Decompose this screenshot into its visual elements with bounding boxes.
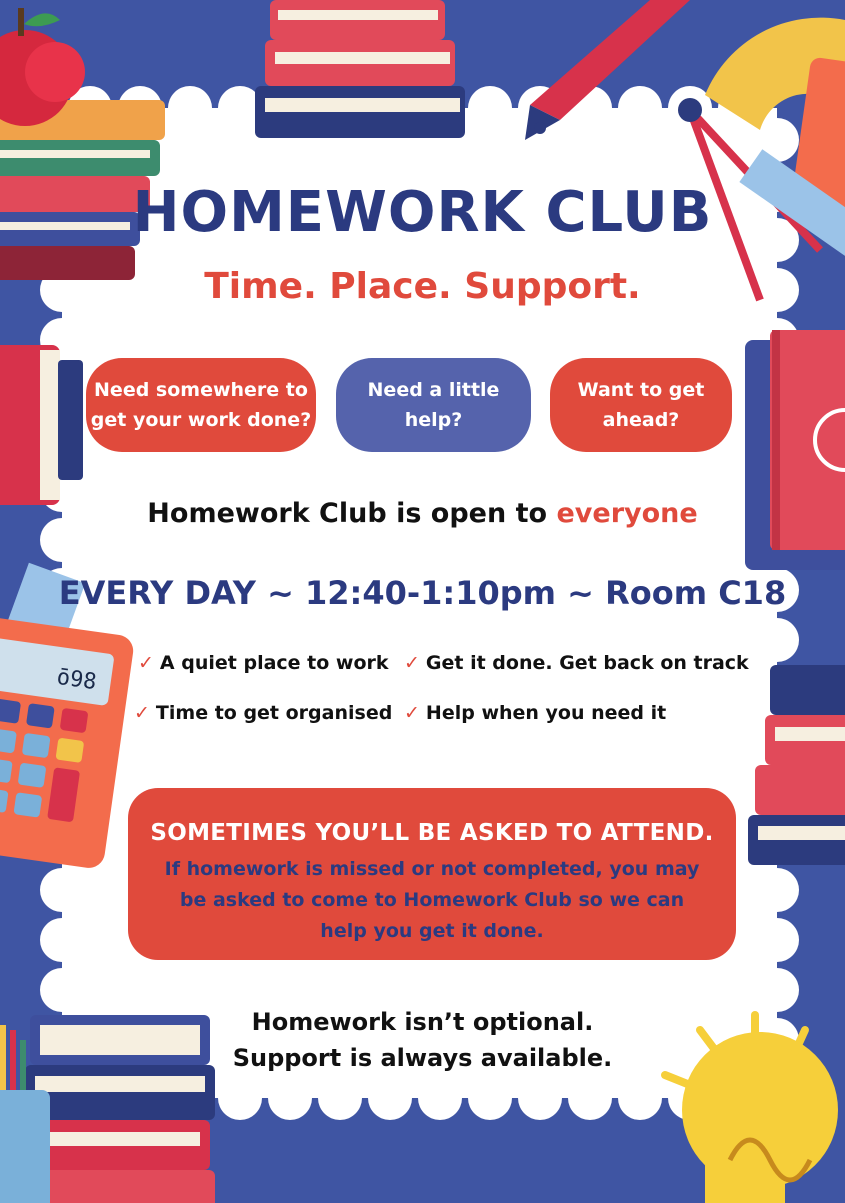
everyone-highlight: everyone	[556, 498, 698, 529]
poster-subtitle: Time. Place. Support.	[204, 266, 641, 307]
pill-line: get your work done?	[90, 409, 312, 431]
check-icon: ✓	[134, 702, 150, 724]
calculator-display: ō98	[55, 664, 99, 696]
checklist-item	[404, 652, 749, 674]
attendance-notice	[128, 788, 736, 960]
somewhere-to-work-pill	[86, 358, 316, 452]
footer-line: Homework isn’t optional.	[251, 1008, 594, 1036]
poster-title: HOMEWORK CLUB	[132, 180, 713, 245]
notice-body: If homework is missed or not completed, you may be asked to come to Homework Club so we can help you get it done.	[164, 858, 700, 942]
checklist-label: Help when you need it	[425, 702, 667, 724]
footer-line: Support is always available.	[232, 1044, 613, 1072]
footer-message	[0, 1004, 845, 1076]
pill-line: Need a little	[367, 379, 500, 401]
open-line-text: Homework Club is open to	[147, 498, 557, 529]
little-help-pill	[336, 358, 531, 452]
schedule-line: EVERY DAY ~ 12:40-1:10pm ~ Room C18	[58, 574, 787, 612]
check-icon: ✓	[138, 652, 154, 674]
check-icon: ✓	[404, 702, 420, 724]
checklist-label: A quiet place to work	[159, 652, 389, 674]
check-icon: ✓	[404, 652, 420, 674]
pill-line: help?	[404, 409, 463, 431]
checklist-label: Time to get organised	[155, 702, 393, 724]
get-ahead-pill	[550, 358, 732, 452]
checklist-label: Get it done. Get back on track	[425, 652, 749, 674]
pill-line: ahead?	[602, 409, 680, 431]
checklist-item	[138, 652, 389, 674]
open-to-everyone-line	[0, 498, 845, 529]
book-stack-icon	[255, 0, 465, 138]
checklist-item	[404, 702, 666, 724]
pill-line: Want to get	[577, 379, 705, 401]
book-icon	[745, 330, 845, 570]
pill-line: Need somewhere to	[94, 379, 308, 401]
notice-heading: SOMETIMES YOU’LL BE ASKED TO ATTEND.	[150, 820, 714, 846]
checklist-item	[134, 702, 392, 724]
